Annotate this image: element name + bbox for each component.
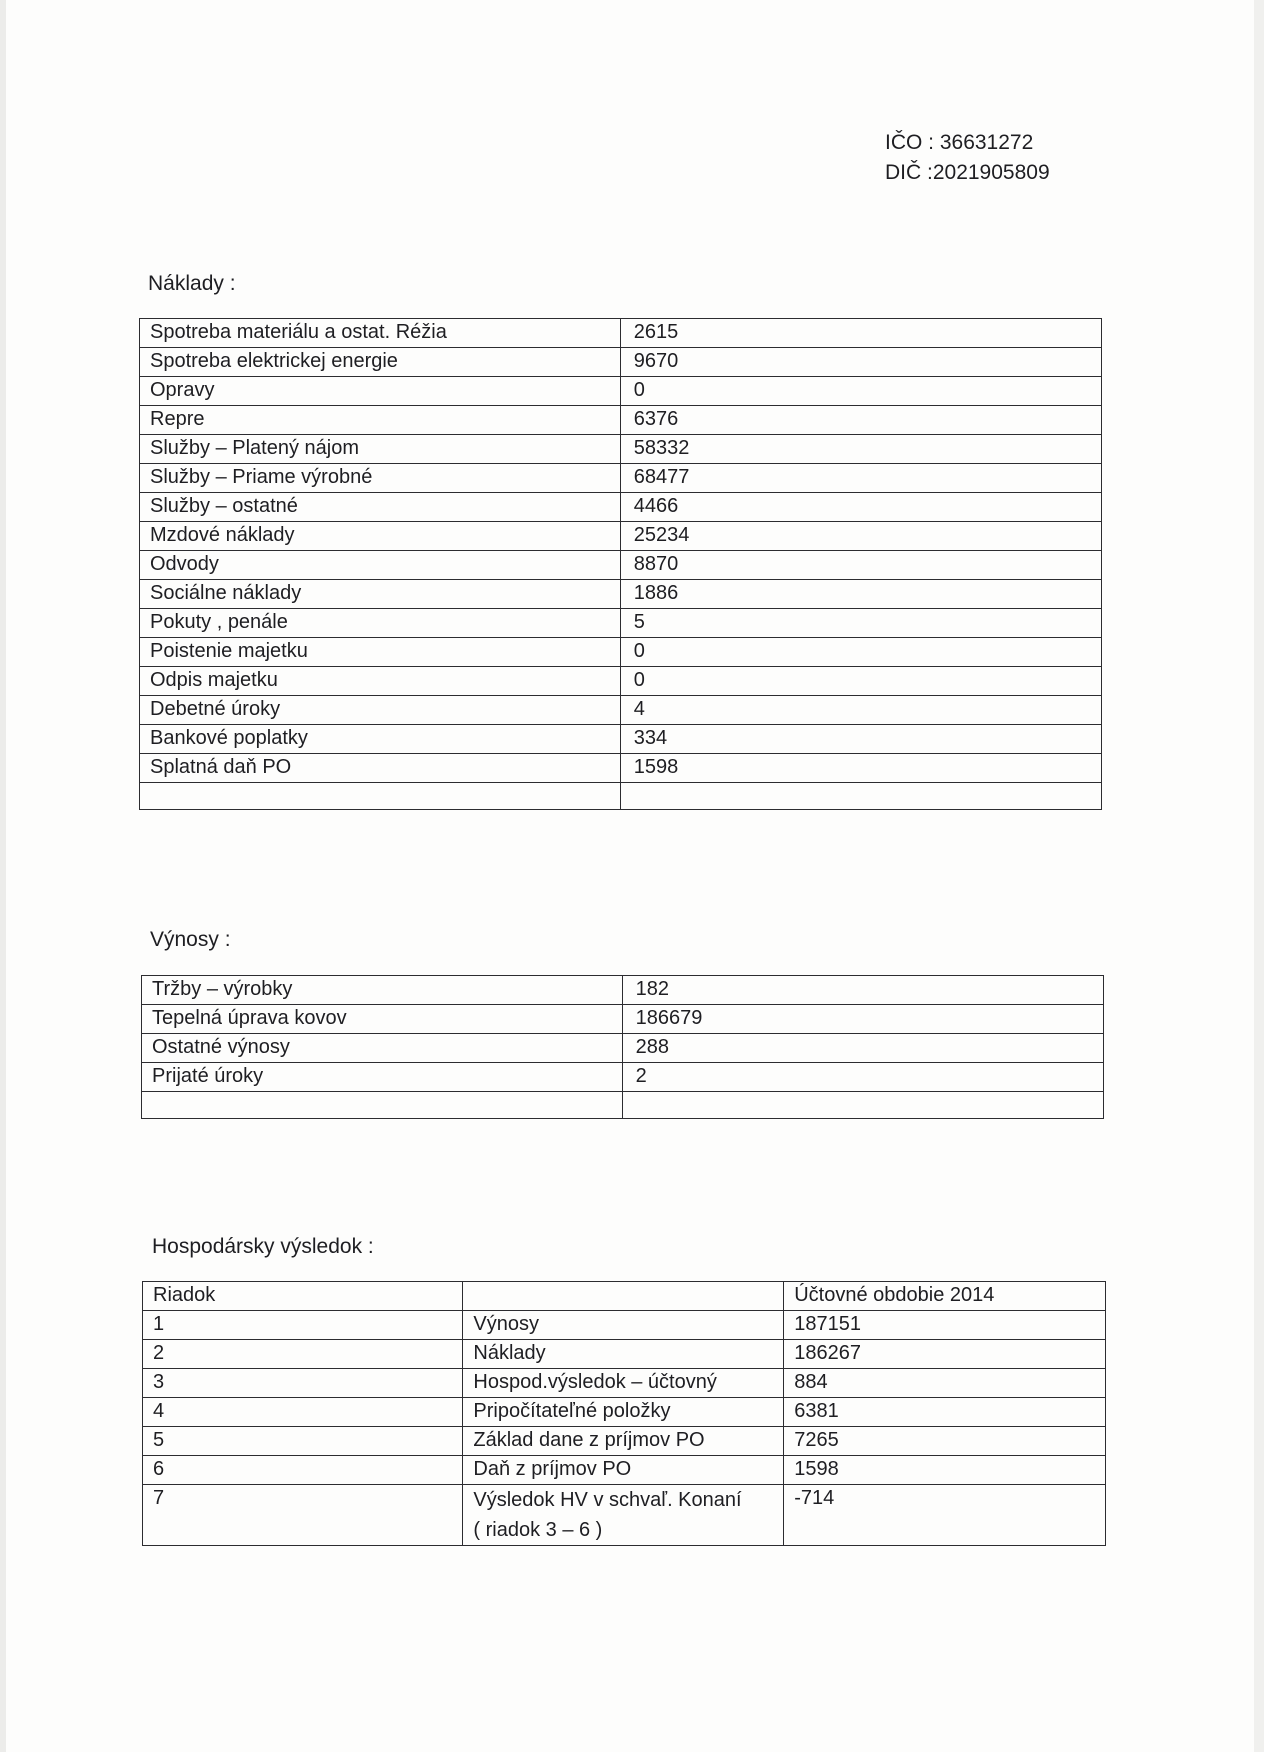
scan-edge-right [1254,0,1264,1752]
cost-label: Služby – ostatné [140,493,621,522]
empty-cell [620,783,1101,810]
row-value: 6381 [784,1398,1106,1427]
row-label: Pripočítateľné položky [463,1398,784,1427]
cost-label: Bankové poplatky [140,725,621,754]
naklady-heading: Náklady : [148,272,236,295]
row-label: Výnosy [463,1311,784,1340]
table-row [140,435,1102,464]
table-row [142,1034,1104,1063]
col-header-riadok: Riadok [143,1282,463,1311]
cost-label: Repre [140,406,621,435]
table-row [143,1485,1106,1546]
row-label: Základ dane z príjmov PO [463,1427,784,1456]
revenue-label: Ostatné výnosy [142,1034,623,1063]
cost-value: 25234 [620,522,1101,551]
vynosy-heading: Výnosy : [150,928,231,951]
cost-value: 4 [620,696,1101,725]
cost-value: 9670 [620,348,1101,377]
table-row [140,638,1102,667]
empty-cell [622,1092,1103,1119]
cost-label: Spotreba materiálu a ostat. Réžia [140,319,621,348]
cost-label: Debetné úroky [140,696,621,725]
col-header-empty [463,1282,784,1311]
table-row [142,976,1104,1005]
row-label-note: ( riadok 3 – 6 ) [473,1519,603,1541]
row-number: 2 [143,1340,463,1369]
table-row [143,1340,1106,1369]
row-label: Výsledok HV v schvaľ. Konaní [473,1489,742,1511]
cost-value: 0 [620,667,1101,696]
empty-cell [142,1092,623,1119]
row-label: Daň z príjmov PO [463,1456,784,1485]
cost-value: 1598 [620,754,1101,783]
revenue-label: Tepelná úprava kovov [142,1005,623,1034]
row-value: 884 [784,1369,1106,1398]
cost-value: 4466 [620,493,1101,522]
col-header-period: Účtovné obdobie 2014 [784,1282,1106,1311]
table-row [140,377,1102,406]
table-row [140,319,1102,348]
table-row [140,580,1102,609]
revenue-value: 2 [622,1063,1103,1092]
table-row [140,754,1102,783]
table-row [142,1063,1104,1092]
hv-table [142,1281,1106,1546]
row-label: Náklady [463,1340,784,1369]
revenue-value: 288 [622,1034,1103,1063]
empty-row [142,1092,1104,1119]
cost-label: Opravy [140,377,621,406]
table-row [143,1398,1106,1427]
row-value: 7265 [784,1427,1106,1456]
row-label-multiline [463,1485,784,1546]
empty-row [140,783,1102,810]
row-number: 5 [143,1427,463,1456]
table-row [142,1005,1104,1034]
cost-value: 8870 [620,551,1101,580]
table-row [140,696,1102,725]
cost-value: 0 [620,638,1101,667]
table-row [143,1456,1106,1485]
table-row [143,1369,1106,1398]
dic-line: DIČ :2021905809 [885,161,1050,184]
revenue-label: Tržby – výrobky [142,976,623,1005]
revenue-value: 186679 [622,1005,1103,1034]
cost-value: 5 [620,609,1101,638]
cost-value: 2615 [620,319,1101,348]
cost-value: 334 [620,725,1101,754]
hv-heading: Hospodársky výsledok : [152,1235,374,1258]
table-row [140,725,1102,754]
table-row [140,348,1102,377]
row-label: Hospod.výsledok – účtovný [463,1369,784,1398]
cost-label: Odpis majetku [140,667,621,696]
table-row [143,1427,1106,1456]
row-value: 187151 [784,1311,1106,1340]
cost-label: Spotreba elektrickej energie [140,348,621,377]
cost-label: Mzdové náklady [140,522,621,551]
cost-label: Splatná daň PO [140,754,621,783]
cost-label: Sociálne náklady [140,580,621,609]
table-header-row [143,1282,1106,1311]
table-row [140,464,1102,493]
revenue-label: Prijaté úroky [142,1063,623,1092]
cost-label: Služby – Platený nájom [140,435,621,464]
cost-value: 68477 [620,464,1101,493]
naklady-table [139,318,1102,810]
row-number: 1 [143,1311,463,1340]
empty-cell [140,783,621,810]
cost-label: Pokuty , penále [140,609,621,638]
cost-value: 58332 [620,435,1101,464]
row-number: 3 [143,1369,463,1398]
cost-value: 0 [620,377,1101,406]
table-row [140,551,1102,580]
vynosy-table [141,975,1104,1119]
table-row [140,522,1102,551]
row-number: 7 [143,1485,463,1546]
row-number: 6 [143,1456,463,1485]
table-row [140,667,1102,696]
revenue-value: 182 [622,976,1103,1005]
table-row [140,493,1102,522]
row-value: -714 [784,1485,1106,1546]
table-row [143,1311,1106,1340]
row-value: 1598 [784,1456,1106,1485]
cost-value: 6376 [620,406,1101,435]
cost-label: Služby – Priame výrobné [140,464,621,493]
cost-label: Poistenie majetku [140,638,621,667]
cost-label: Odvody [140,551,621,580]
scan-edge-left [0,0,6,1752]
table-row [140,609,1102,638]
company-ids [885,128,1050,188]
ico-line: IČO : 36631272 [885,131,1034,154]
row-number: 4 [143,1398,463,1427]
cost-value: 1886 [620,580,1101,609]
row-value: 186267 [784,1340,1106,1369]
table-row [140,406,1102,435]
